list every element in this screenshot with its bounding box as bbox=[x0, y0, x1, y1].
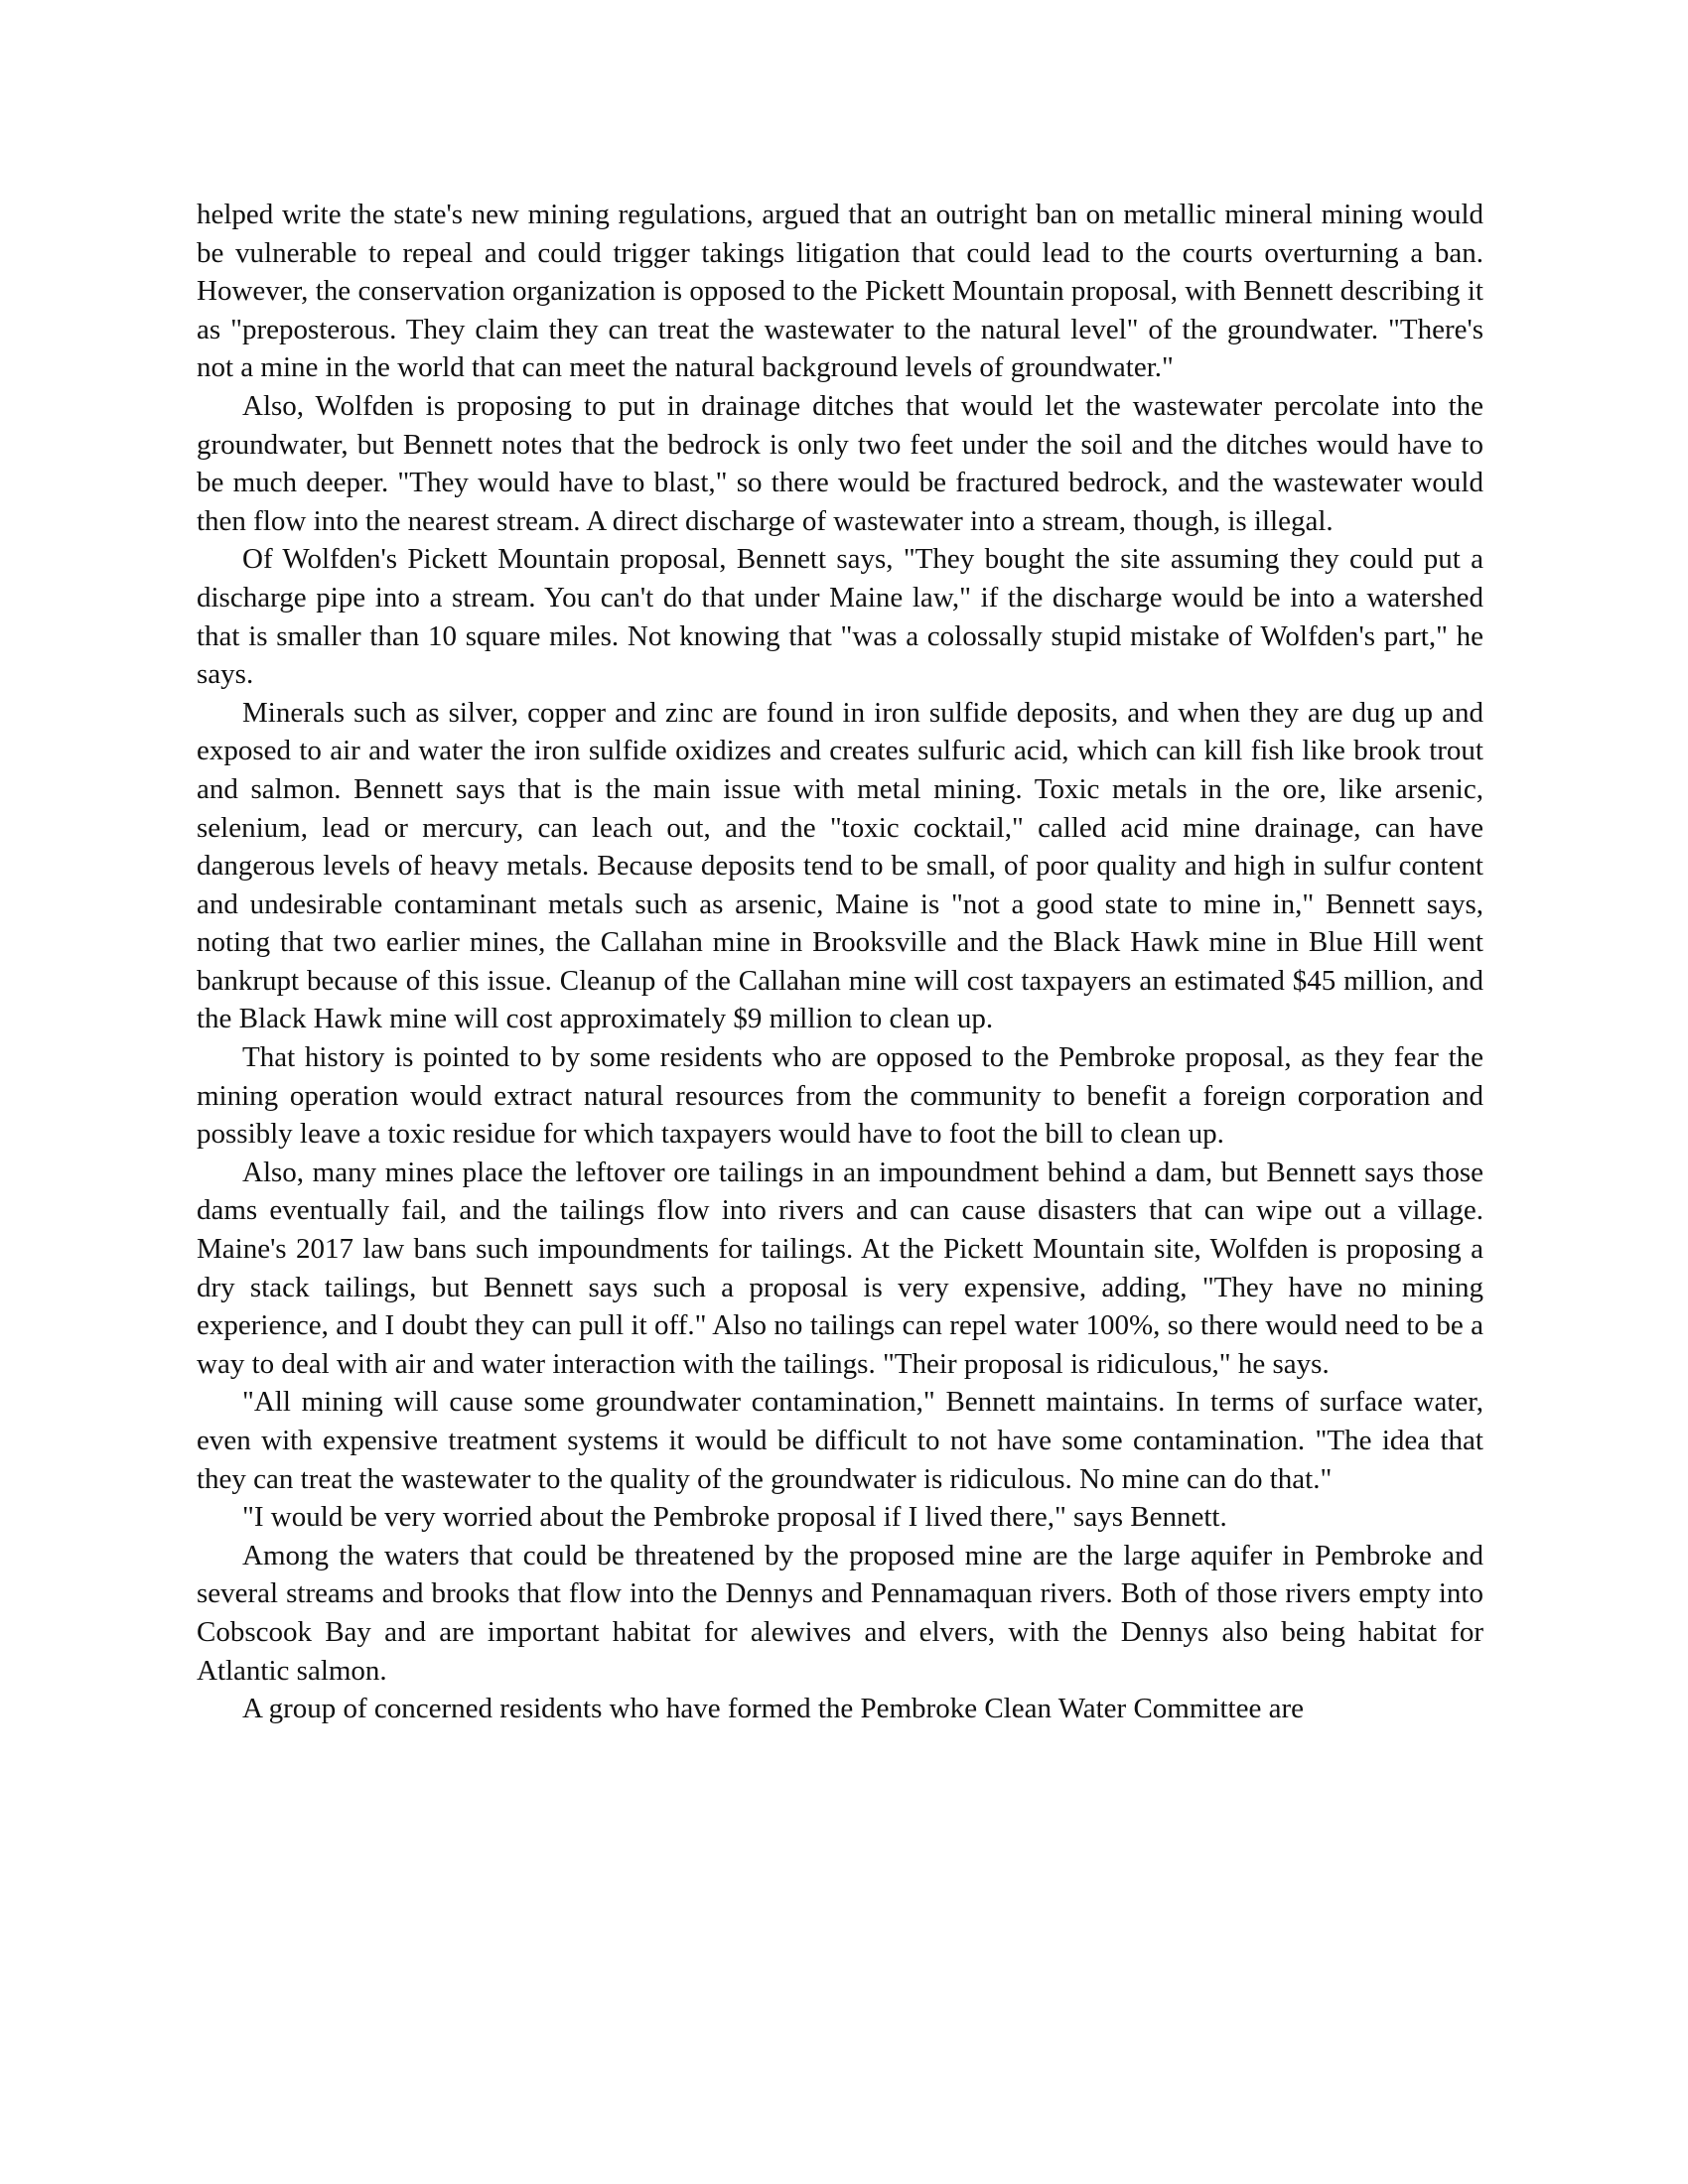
paragraph-quote-worried: "I would be very worried about the Pembroke proposal if I lived there," says Bennett. bbox=[242, 1501, 1227, 1534]
paragraph-iron-sulfide: Minerals such as silver, copper and zinc are found in iron sulfide deposits, and when they are dug up and exposed to air and water the iron sulfide oxidizes and creates sulfuric acid, which can kill fish like brook trout and salmon. Bennett says that is the main issue with metal mining. Toxic metals in the ore, like arsenic, selenium, lead or mercury, can leach out, and the "toxic cocktail," called acid mine drainage, can have dangerous levels of heavy metals. Because deposits tend to be small, of poor quality and high in sulfur content and undesirable contaminant metals such as arsenic, Maine is "not a good state to mine in," Bennett says, noting that two earlier mines, the Callahan mine in Brooksville and the Black Hawk mine in Blue Hill went bankrupt because of this issue. Cleanup of the Callahan mine will cost taxpayers an estimated $45 million, and the Black Hawk mine will cost approximately $9 million to clean up. bbox=[197, 696, 1483, 1035]
paragraph-tailings: Also, many mines place the leftover ore tailings in an impoundment behind a dam, but Bennett says those dams eventually fail, and the tailings flow into rivers and can cause disasters that can wipe out a village. Maine's 2017 law bans such impoundments for tailings. At the Pickett Mountain site, Wolfden is proposing a dry stack tailings, but Bennett says such a proposal is very expensive, adding, "They have no mining experience, and I doubt they can pull it off." Also no tailings can repel water 100%, so there would need to be a way to deal with air and water interaction with the tailings. "Their proposal is ridiculous," he says. bbox=[197, 1156, 1483, 1380]
paragraph-pickett-mountain: Of Wolfden's Pickett Mountain proposal, Bennett says, "They bought the site assuming they could put a discharge pipe into a stream. You can't do that under Maine law," if the discharge would be into a watershed that is smaller than 10 square miles. Not knowing that "was a colossally stupid mistake of Wolfden's part," he says. bbox=[197, 543, 1483, 691]
paragraph-drainage-ditches: Also, Wolfden is proposing to put in drainage ditches that would let the wastewater percolate into the groundwater, but Bennett notes that the bedrock is only two feet under the soil and the ditches would have to be much deeper. "They would have to blast," so there would be fractured bedrock, and the wastewater would then flow into the nearest stream. A direct discharge of wastewater into a stream, though, is illegal. bbox=[197, 389, 1483, 537]
paragraph-groundwater: "All mining will cause some groundwater contamination," Bennett maintains. In terms of surface water, even with expensive treatment systems it would be difficult to not have some contamination. "The idea that they can treat the wastewater to the quality of the groundwater is ridiculous. No mine can do that." bbox=[197, 1386, 1483, 1495]
paragraph-clean-water-committee: A group of concerned residents who have formed the Pembroke Clean Water Committee are bbox=[242, 1693, 1304, 1725]
paragraph-continued: helped write the state's new mining regulations, argued that an outright ban on metallic mineral mining would be vulnerable to repeal and could trigger takings litigation that could lead to the courts overturning a ban. However, the conservation organization is opposed to the Pickett Mountain proposal, with Bennett describing it as "preposterous. They claim they can treat the wastewater to the natural level" of the groundwater. "There's not a mine in the world that can meet the natural background levels of groundwater." bbox=[197, 199, 1483, 384]
paragraph-history: That history is pointed to by some residents who are opposed to the Pembroke proposal, as they fear the mining operation would extract natural resources from the community to benefit a foreign corporation and possibly leave a toxic residue for which taxpayers would have to foot the bill to clean up. bbox=[197, 1041, 1483, 1151]
paragraph-waters-threatened: Among the waters that could be threatened by the proposed mine are the large aquifer in Pembroke and several streams and brooks that flow into the Dennys and Pennamaquan rivers. Both of those rivers empty into Cobscook Bay and are important habitat for alewives and elvers, with the Dennys also being habitat for Atlantic salmon. bbox=[197, 1539, 1483, 1687]
document-page bbox=[197, 196, 1483, 1728]
